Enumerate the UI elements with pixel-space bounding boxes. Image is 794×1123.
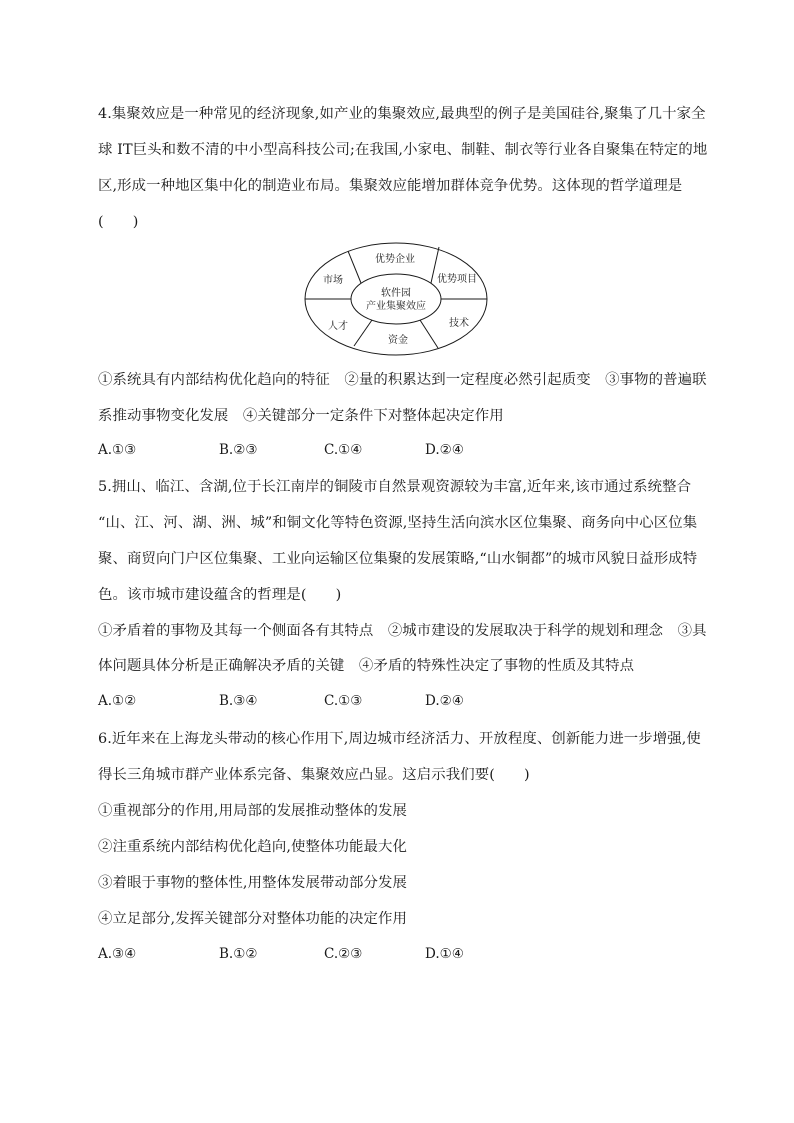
cluster-ellipse-svg bbox=[302, 240, 490, 358]
q4-option-a[interactable]: A.①③ bbox=[98, 442, 137, 458]
q5-stem-line-1: 5.拥山、临江、含湖,位于长江南岸的铜陵市自然景观资源较为丰富,近年来,该市通过系统整合 bbox=[98, 479, 692, 495]
q5-option-c[interactable]: C.①③ bbox=[324, 693, 363, 709]
q6-option-b[interactable]: B.①② bbox=[219, 946, 258, 962]
divider-top-left bbox=[348, 251, 361, 283]
segment-label-capital: 资金 bbox=[388, 335, 408, 346]
segment-label-talent: 人才 bbox=[328, 321, 348, 332]
q5-statements-line-2: 体问题具体分析是正确解决矛盾的关键 ④矛盾的特殊性决定了事物的性质及其特点 bbox=[98, 658, 635, 674]
q4-answer-blank: ( ) bbox=[98, 214, 139, 230]
q5-option-b[interactable]: B.③④ bbox=[219, 693, 258, 709]
q4-option-b[interactable]: B.②③ bbox=[219, 442, 258, 458]
q5-statements-line-1: ①矛盾着的事物及其每一个侧面各有其特点 ②城市建设的发展取决于科学的规划和理念 ③具 bbox=[98, 623, 707, 639]
q6-statement-4: ④立足部分,发挥关键部分对整体功能的决定作用 bbox=[98, 911, 407, 927]
center-label-line-2: 产业集聚效应 bbox=[366, 301, 426, 312]
q5-option-d[interactable]: D.②④ bbox=[425, 693, 464, 709]
segment-label-advantage-project: 优势项目 bbox=[437, 274, 477, 285]
q6-statement-1: ①重视部分的作用,用局部的发展推动整体的发展 bbox=[98, 803, 407, 819]
q6-option-a[interactable]: A.③④ bbox=[98, 946, 137, 962]
q6-option-d[interactable]: D.①④ bbox=[425, 946, 464, 962]
q4-option-c[interactable]: C.①④ bbox=[324, 442, 363, 458]
q6-statement-3: ③着眼于事物的整体性,用整体发展带动部分发展 bbox=[98, 875, 407, 891]
divider-bottom-right bbox=[420, 320, 438, 348]
q4-stem-line-2: 球 IT巨头和数不清的中小型高科技公司;在我国,小家电、制鞋、制衣等行业各自聚集在特定的地 bbox=[98, 142, 708, 158]
q4-statements-line-1: ①系统具有内部结构优化趋向的特征 ②量的积累达到一定程度必然引起质变 ③事物的普遍联 bbox=[98, 372, 707, 388]
divider-bottom-left bbox=[354, 320, 372, 346]
industry-cluster-diagram bbox=[302, 240, 490, 358]
q6-stem-line-1: 6.近年来在上海龙头带动的核心作用下,周边城市经济活力、开放程度、创新能力进一步增强,使 bbox=[98, 731, 701, 747]
q5-stem-line-2: “山、江、河、湖、洲、城”和铜文化等特色资源,坚持生活向滨水区位集聚、商务向中心区位集 bbox=[98, 515, 698, 531]
q4-stem-line-1: 4.集聚效应是一种常见的经济现象,如产业的集聚效应,最典型的例子是美国硅谷,聚集了几十家全 bbox=[98, 106, 706, 122]
segment-label-advantage-enterprise: 优势企业 bbox=[375, 254, 415, 265]
q6-option-c[interactable]: C.②③ bbox=[324, 946, 363, 962]
q4-statements-line-2: 系推动事物变化发展 ④关键部分一定条件下对整体起决定作用 bbox=[98, 408, 504, 424]
q5-stem-line-4: 色。该市城市建设蕴含的哲理是( ) bbox=[98, 587, 342, 603]
q6-options bbox=[98, 944, 698, 964]
q4-stem-line-3: 区,形成一种地区集中化的制造业布局。集聚效应能增加群体竞争优势。这体现的哲学道理是 bbox=[98, 178, 683, 194]
inner-ellipse bbox=[351, 274, 441, 324]
segment-label-market: 市场 bbox=[323, 275, 343, 286]
segment-label-technology: 技术 bbox=[449, 318, 469, 329]
q5-option-a[interactable]: A.①② bbox=[98, 693, 137, 709]
q6-statement-2: ②注重系统内部结构优化趋向,使整体功能最大化 bbox=[98, 839, 407, 855]
q5-stem-line-3: 聚、商贸向门户区位集聚、工业向运输区位集聚的发展策略,“山水铜都”的城市风貌日益形成特 bbox=[98, 551, 698, 567]
q5-options bbox=[98, 691, 698, 711]
q4-options bbox=[98, 440, 698, 460]
q6-stem-line-2: 得长三角城市群产业体系完备、集聚效应凸显。这启示我们要( ) bbox=[98, 767, 530, 783]
center-label-line-1: 软件园 bbox=[381, 288, 411, 299]
q4-option-d[interactable]: D.②④ bbox=[425, 442, 464, 458]
